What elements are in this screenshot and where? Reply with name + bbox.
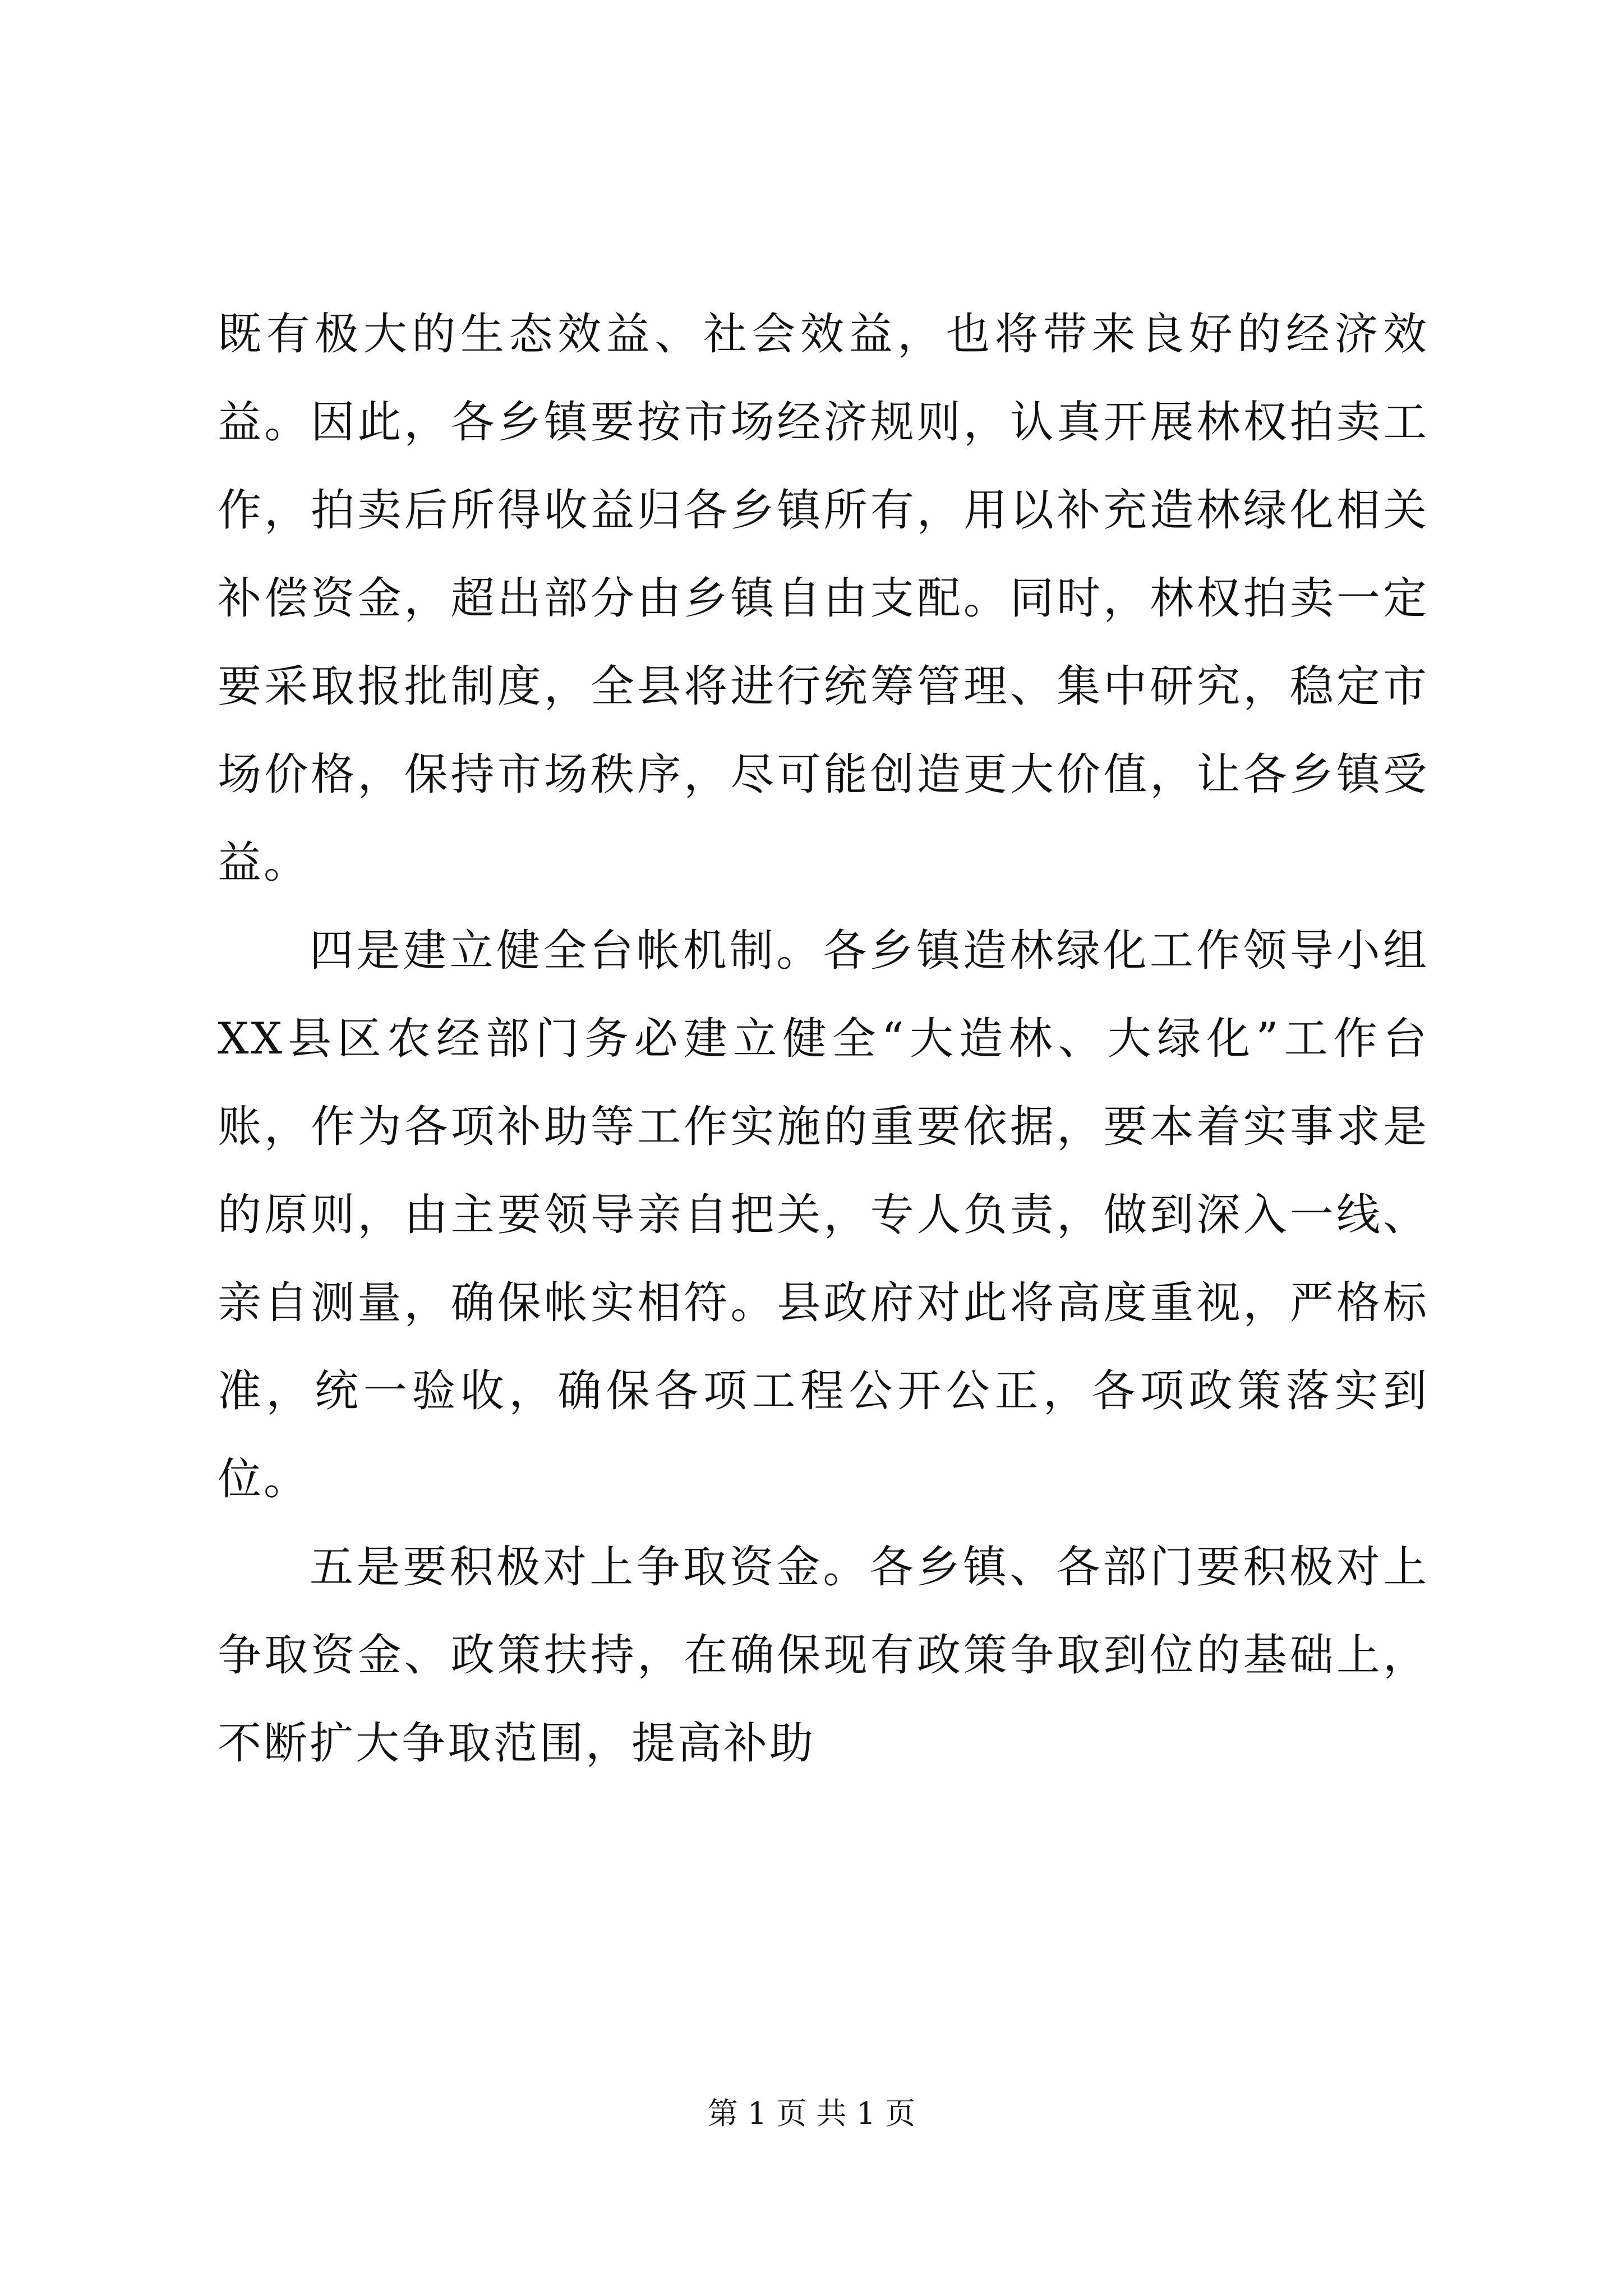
paragraph-continuation: 既有极大的生态效益、社会效益，也将带来良好的经济效益。因此，各乡镇要按市场经济规则，认真开展林权拍卖工作，拍卖后所得收益归各乡镇所有，用以补充造林绿化相关补偿资金，超出部分由乡镇自由支配。同时，林权拍卖一定要采取报批制度，全县将进行统筹管理、集中研究，稳定市场价格，保持市场秩序，尽可能创造更大价值，让各乡镇受益。 (218, 309, 1429, 888)
document-body (218, 291, 1429, 1788)
paragraph-five: 五是要积极对上争取资金。各乡镇、各部门要积极对上争取资金、政策扶持，在确保现有政策争取到位的基础上，不断扩大争取范围，提高补助 (218, 1542, 1429, 1769)
paragraph-four: 四是建立健全台帐机制。各乡镇造林绿化工作领导小组XX县区农经部门务必建立健全“大造林、大绿化”工作台账，作为各项补助等工作实施的重要依据，要本着实事求是的原则，由主要领导亲自把关，专人负责，做到深入一线、亲自测量，确保帐实相符。县政府对此将高度重视，严格标准，统一验收，确保各项工程公开公正，各项政策落实到位。 (218, 926, 1429, 1504)
page-footer: 第 1 页 共 1 页 (707, 2096, 916, 2131)
